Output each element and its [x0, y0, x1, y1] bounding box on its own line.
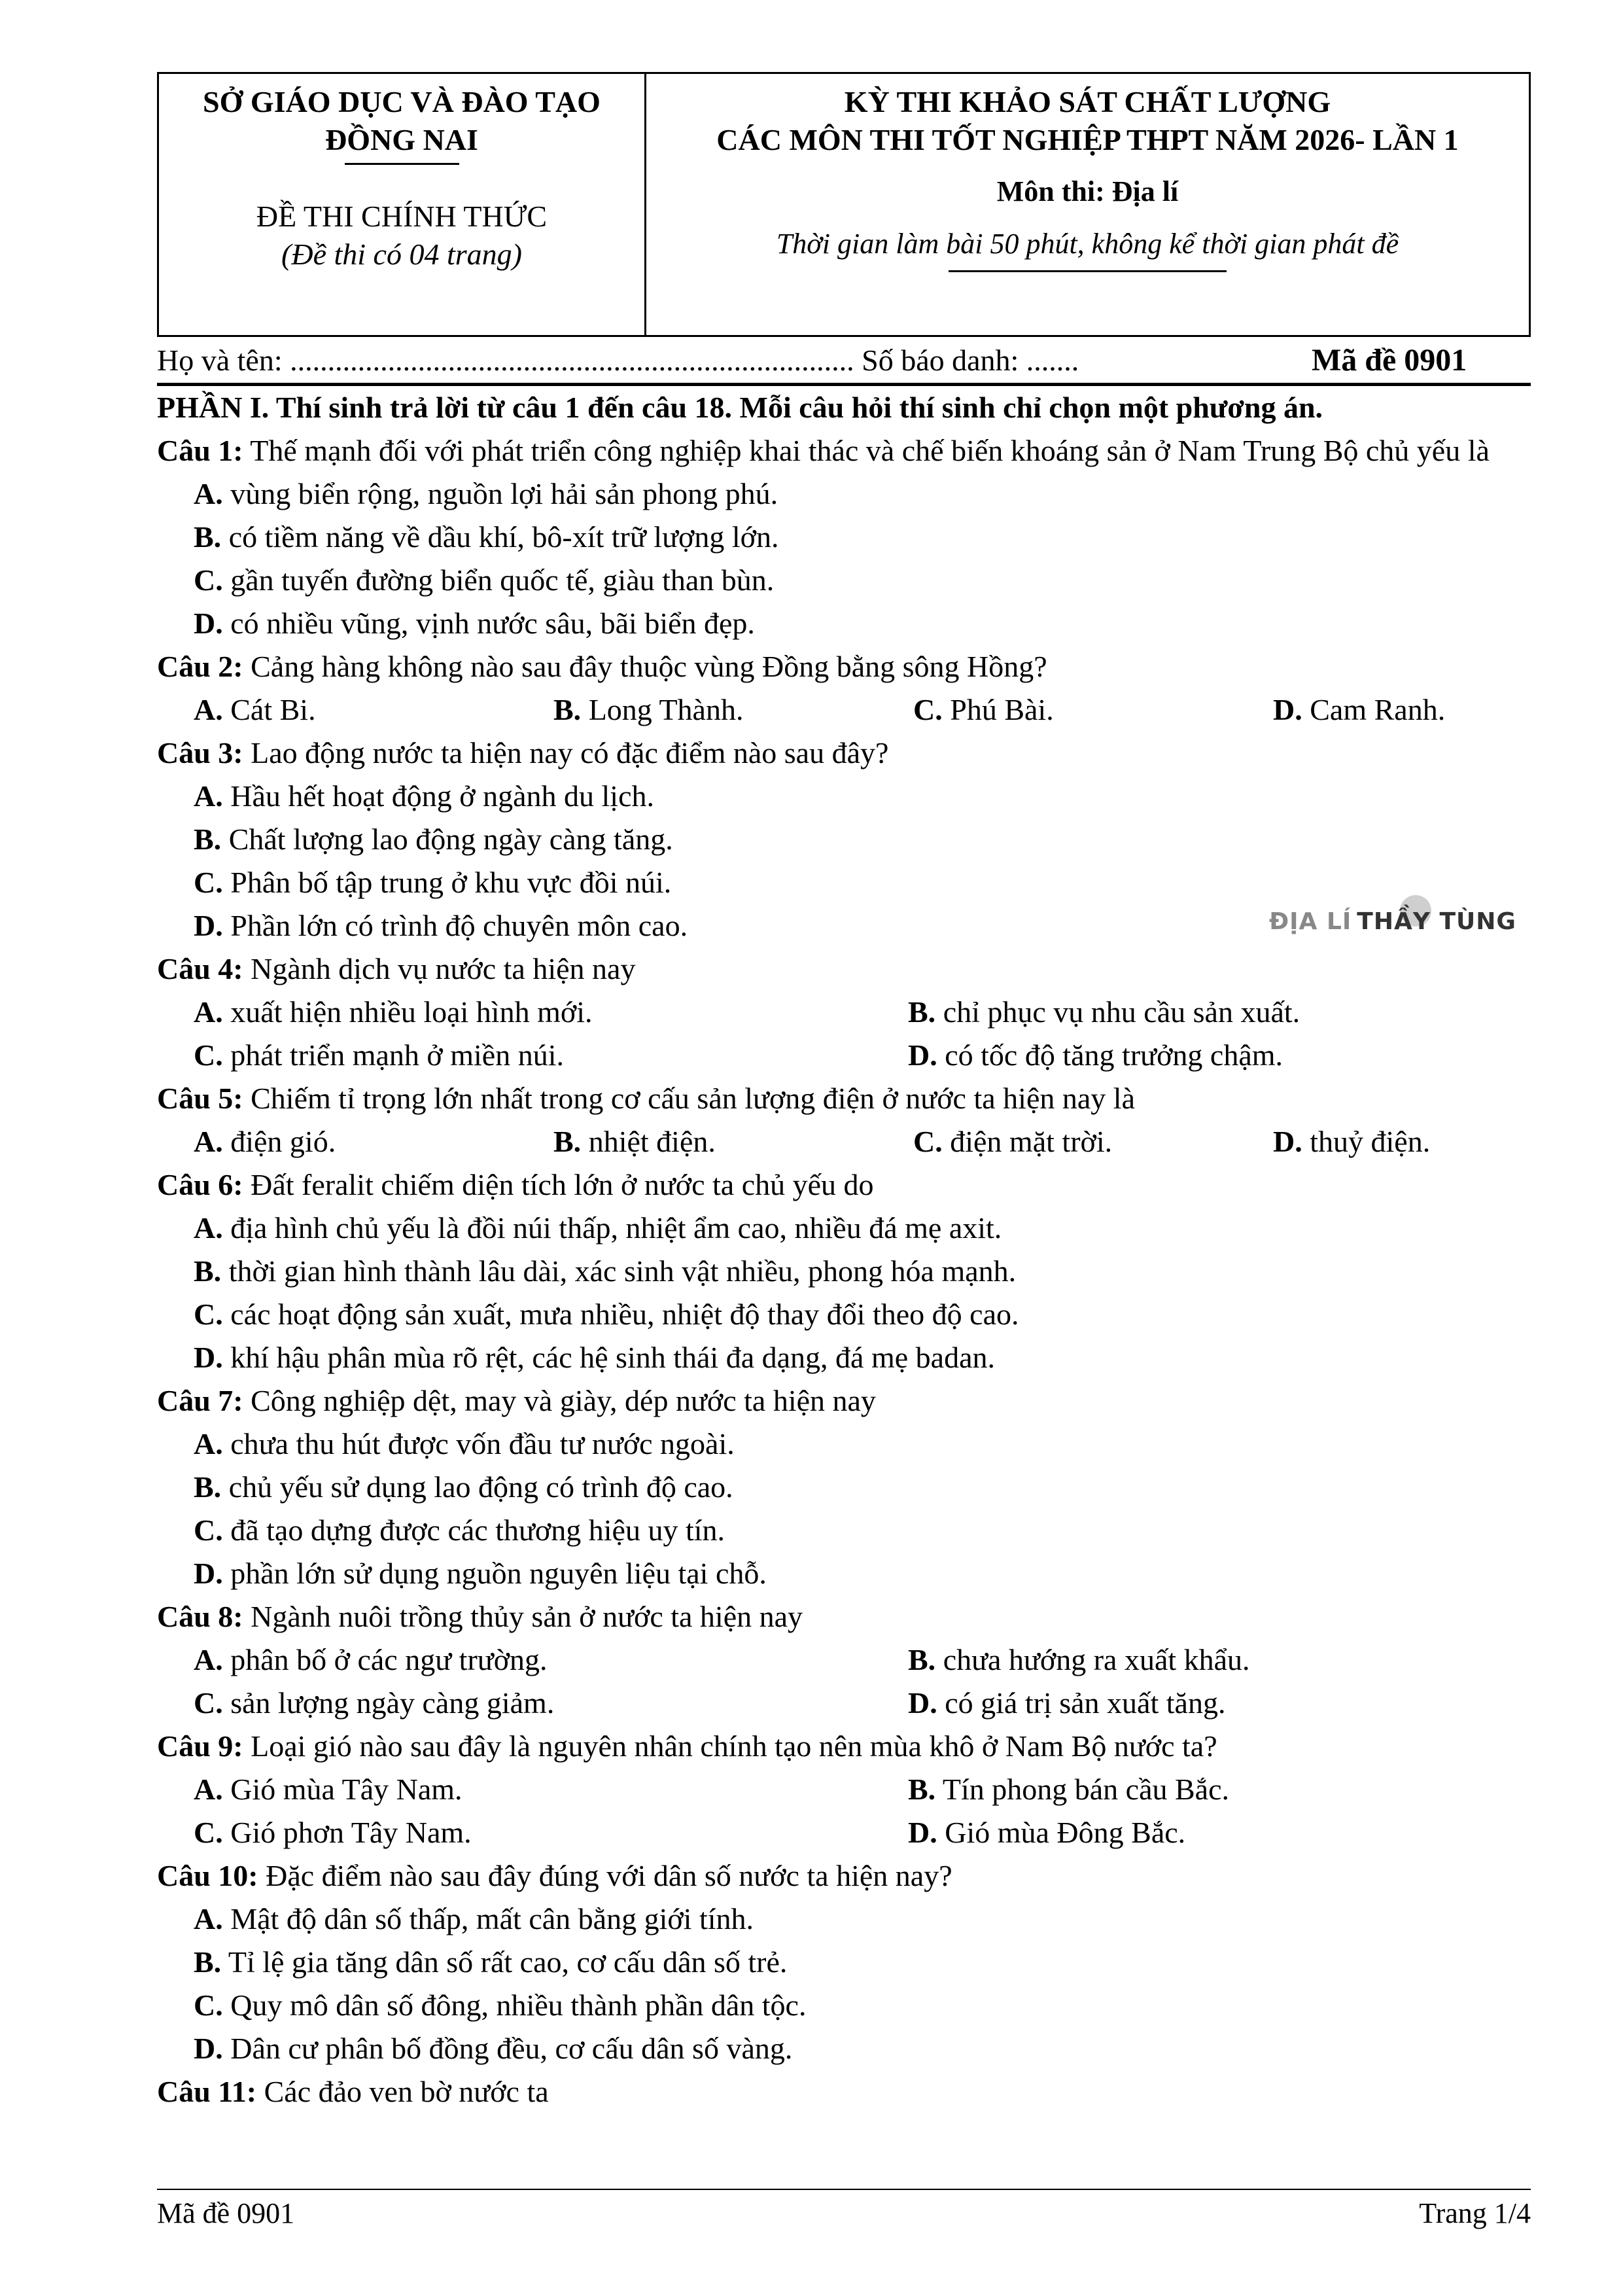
options-2 — [157, 688, 1531, 732]
watermark-part-2: THẦY TÙNG — [1357, 908, 1516, 935]
option-c: C. sản lượng ngày càng giảm. — [194, 1686, 555, 1720]
option-c: C. Phú Bài. — [913, 693, 1054, 726]
question-text: Chiếm tỉ trọng lớn nhất trong cơ cấu sản lượng điện ở nước ta hiện nay là — [243, 1082, 1135, 1115]
candidate-fields: Họ và tên: ........................................................................... Số báo danh: ....... — [157, 344, 1079, 377]
option-a: A. Mật độ dân số thấp, mất cân bằng giới tính. — [194, 1902, 754, 1935]
option-a: A. địa hình chủ yếu là đồi núi thấp, nhiệt ẩm cao, nhiều đá mẹ axit. — [194, 1211, 1002, 1245]
question-8 — [157, 1595, 1531, 1638]
question-5 — [157, 1077, 1531, 1120]
option-c: C. các hoạt động sản xuất, mưa nhiều, nhiệt độ thay đổi theo độ cao. — [194, 1298, 1019, 1331]
option-a: A. xuất hiện nhiều loại hình mới. — [194, 995, 593, 1029]
question-text: Các đảo ven bờ nước ta — [256, 2075, 549, 2108]
question-text: Đặc điểm nào sau đây đúng với dân số nước ta hiện nay? — [258, 1859, 952, 1892]
exam-title-line-1: KỲ THI KHẢO SÁT CHẤT LƯỢNG — [844, 85, 1331, 118]
options-10 — [157, 1898, 1531, 2070]
question-text: Đất feralit chiếm diện tích lớn ở nước ta chủ yếu do — [243, 1168, 874, 1201]
options-4 — [157, 991, 1531, 1077]
question-text: Lao động nước ta hiện nay có đặc điểm nào sau đây? — [243, 736, 889, 769]
header-left — [159, 74, 646, 335]
question-label: Câu 8: — [157, 1600, 243, 1633]
option-c: C. Phân bố tập trung ở khu vực đồi núi. — [194, 866, 672, 899]
option-a: A. chưa thu hút được vốn đầu tư nước ngoài. — [194, 1427, 735, 1460]
questions-area — [157, 386, 1531, 2113]
question-label: Câu 5: — [157, 1082, 243, 1115]
question-4 — [157, 947, 1531, 991]
footer — [157, 2192, 1531, 2235]
question-10 — [157, 1854, 1531, 1898]
pages-note: (Đề thi có 04 trang) — [281, 238, 522, 271]
question-11 — [157, 2070, 1531, 2113]
option-b: B. có tiềm năng về dầu khí, bô-xít trữ lượng lớn. — [194, 520, 779, 554]
option-d: D. khí hậu phân mùa rõ rệt, các hệ sinh thái đa dạng, đá mẹ badan. — [194, 1341, 995, 1374]
question-text: Loại gió nào sau đây là nguyên nhân chính tạo nên mùa khô ở Nam Bộ nước ta? — [243, 1729, 1217, 1763]
option-a: A. phân bố ở các ngư trường. — [194, 1643, 548, 1676]
department-underline — [345, 163, 459, 165]
option-b: B. thời gian hình thành lâu dài, xác sinh vật nhiều, phong hóa mạnh. — [194, 1254, 1017, 1288]
question-9 — [157, 1725, 1531, 1768]
watermark-logo — [1269, 902, 1516, 941]
option-b: B. Tỉ lệ gia tăng dân số rất cao, cơ cấu dân số trẻ. — [194, 1945, 788, 1979]
option-d: D. Dân cư phân bố đồng đều, cơ cấu dân số vàng. — [194, 2032, 793, 2065]
options-7 — [157, 1422, 1531, 1595]
question-label: Câu 6: — [157, 1168, 243, 1201]
option-d: D. Phần lớn có trình độ chuyên môn cao. — [194, 909, 688, 942]
option-c: C. điện mặt trời. — [913, 1125, 1113, 1158]
option-d: D. có giá trị sản xuất tăng. — [908, 1686, 1226, 1720]
footer-exam-code: Mã đề 0901 — [157, 2197, 295, 2229]
options-9 — [157, 1768, 1531, 1854]
option-b: B. Chất lượng lao động ngày càng tăng. — [194, 822, 673, 856]
question-text: Cảng hàng không nào sau đây thuộc vùng Đồng bằng sông Hồng? — [243, 650, 1047, 683]
time-underline — [949, 270, 1227, 272]
option-c: C. Gió phơn Tây Nam. — [194, 1816, 472, 1849]
options-6 — [157, 1207, 1531, 1379]
question-label: Câu 3: — [157, 736, 243, 769]
question-label: Câu 11: — [157, 2075, 257, 2108]
option-d: D. có nhiều vũng, vịnh nước sâu, bãi biển đẹp. — [194, 607, 755, 640]
subject-label: Môn thi: Địa lí — [996, 175, 1179, 207]
option-b: B. chỉ phục vụ nhu cầu sản xuất. — [908, 995, 1300, 1029]
option-c: C. gần tuyến đường biển quốc tế, giàu than bùn. — [194, 563, 775, 597]
question-label: Câu 1: — [157, 434, 243, 467]
header-box — [157, 72, 1531, 337]
option-c: C. đã tạo dựng được các thương hiệu uy tín. — [194, 1513, 725, 1547]
exam-title-line-2: CÁC MÔN THI TỐT NGHIỆP THPT NĂM 2026- LẦN 1 — [716, 123, 1459, 156]
option-b: B. chủ yếu sử dụng lao động có trình độ cao. — [194, 1470, 733, 1504]
header-right — [646, 74, 1529, 335]
time-note: Thời gian làm bài 50 phút, không kể thời gian phát đề — [776, 228, 1399, 260]
option-b: B. chưa hướng ra xuất khẩu. — [908, 1643, 1250, 1676]
official-label: ĐỀ THI CHÍNH THỨC — [256, 200, 548, 233]
question-label: Câu 7: — [157, 1384, 243, 1417]
option-b: B. Tín phong bán cầu Bắc. — [908, 1773, 1230, 1806]
question-label: Câu 9: — [157, 1729, 243, 1763]
option-d: D. phần lớn sử dụng nguồn nguyên liệu tại chỗ. — [194, 1557, 767, 1590]
page-number: Trang 1/4 — [1419, 2197, 1531, 2229]
question-label: Câu 2: — [157, 650, 243, 683]
option-d: D. thuỷ điện. — [1273, 1125, 1431, 1158]
question-2 — [157, 645, 1531, 688]
option-a: A. điện gió. — [194, 1125, 336, 1158]
option-c: C. Quy mô dân số đông, nhiều thành phần dân tộc. — [194, 1988, 807, 2022]
options-1 — [157, 472, 1531, 645]
question-1 — [157, 429, 1531, 472]
watermark-part-1: ĐỊA LÍ — [1269, 908, 1352, 935]
question-3 — [157, 732, 1531, 775]
option-a: A. Gió mùa Tây Nam. — [194, 1773, 462, 1806]
option-c: C. phát triển mạnh ở miền núi. — [194, 1038, 565, 1072]
options-5 — [157, 1120, 1531, 1163]
question-label: Câu 4: — [157, 952, 243, 985]
option-b: B. nhiệt điện. — [553, 1125, 716, 1158]
question-7 — [157, 1379, 1531, 1422]
question-text: Ngành dịch vụ nước ta hiện nay — [243, 952, 636, 985]
question-text: Thế mạnh đối với phát triển công nghiệp khai thác và chế biến khoáng sản ở Nam Trung Bộ chủ yếu là — [243, 434, 1490, 467]
footer-divider — [157, 2189, 1531, 2190]
section-title: PHẦN I. Thí sinh trả lời từ câu 1 đến câu 18. Mỗi câu hỏi thí sinh chỉ chọn một phương án. — [157, 391, 1323, 424]
department-line-1: SỞ GIÁO DỤC VÀ ĐÀO TẠO — [203, 85, 601, 118]
option-a: A. Cát Bi. — [194, 693, 316, 726]
candidate-info-line — [157, 339, 1531, 382]
question-text: Ngành nuôi trồng thủy sản ở nước ta hiện nay — [243, 1600, 803, 1633]
exam-code: Mã đề 0901 — [1312, 343, 1467, 378]
option-d: D. có tốc độ tăng trưởng chậm. — [908, 1038, 1283, 1072]
option-a: A. Hầu hết hoạt động ở ngành du lịch. — [194, 779, 654, 813]
option-a: A. vùng biển rộng, nguồn lợi hải sản phong phú. — [194, 477, 778, 510]
question-text: Công nghiệp dệt, may và giày, dép nước ta hiện nay — [243, 1384, 876, 1417]
options-8 — [157, 1638, 1531, 1725]
question-6 — [157, 1163, 1531, 1207]
option-d: D. Gió mùa Đông Bắc. — [908, 1816, 1186, 1849]
department-line-2: ĐỒNG NAI — [325, 123, 478, 156]
option-d: D. Cam Ranh. — [1273, 693, 1446, 726]
option-b: B. Long Thành. — [553, 693, 744, 726]
question-label: Câu 10: — [157, 1859, 258, 1892]
